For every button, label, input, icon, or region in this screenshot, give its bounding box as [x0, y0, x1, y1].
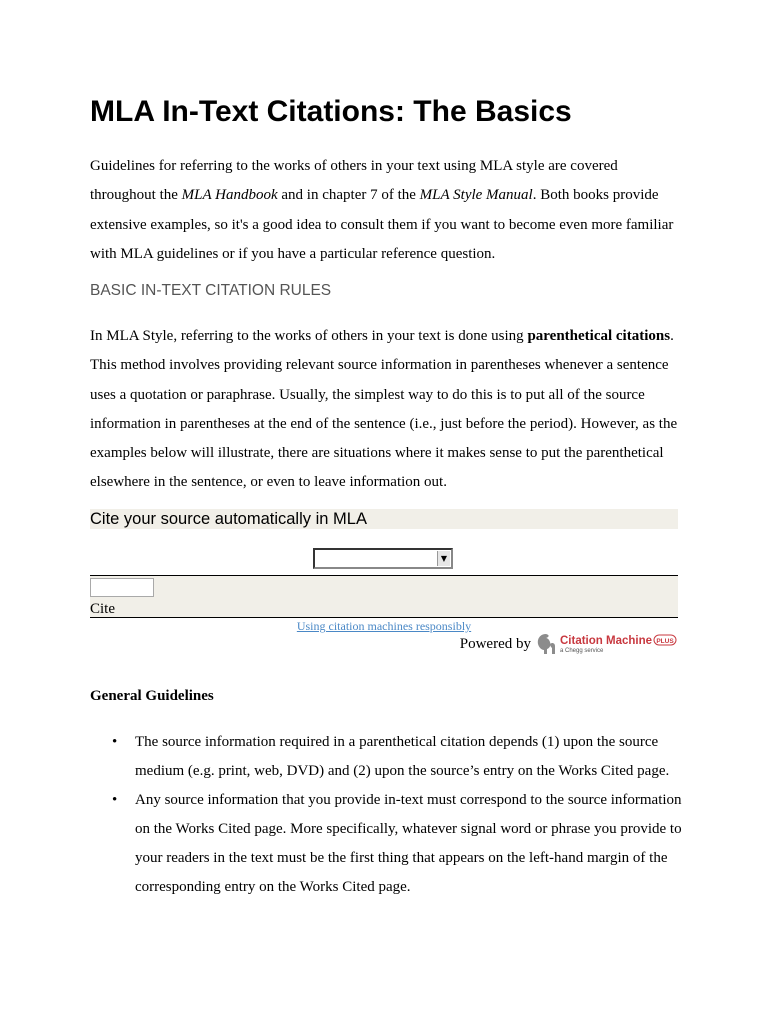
guidelines-list: [90, 728, 682, 903]
page-title: MLA In-Text Citations: The Basics: [90, 95, 572, 128]
style-select[interactable]: [313, 548, 453, 569]
parenthetical-citations-term: parenthetical citations: [527, 328, 671, 344]
powered-by: [460, 632, 678, 656]
cite-button[interactable]: Cite: [90, 601, 115, 617]
section-heading: BASIC IN-TEXT CITATION RULES: [90, 282, 332, 299]
intro-text-3: . Both books provide extensive examples, so it's a good idea to consult them if you want to become even more familiar with MLA guidelines or if you have a particular reference question.: [90, 187, 674, 262]
mla-style-manual-title: MLA Style Manual: [419, 187, 533, 204]
bullet-icon: •: [112, 792, 118, 809]
intro-paragraph: [90, 152, 682, 269]
intro-text-2: and in chapter 7 of the: [277, 187, 420, 204]
citation-widget-heading: Cite your source automatically in MLA: [90, 509, 678, 529]
citation-machine-logo[interactable]: [536, 632, 678, 656]
rules-text-1: In MLA Style, referring to the works of others in your text is done using: [90, 328, 528, 344]
list-item: [90, 786, 682, 902]
mla-handbook-title: MLA Handbook: [181, 187, 278, 204]
general-guidelines-heading: General Guidelines: [90, 688, 214, 704]
citation-responsibly-link[interactable]: Using citation machines responsibly: [296, 619, 472, 633]
list-item-text: Any source information that you provide in-text must correspond to the source information on the Works Cited page. More specifically, whatever signal word or phrase you provide to your readers in the text must be the first thing that appears on the left-hand margin of the corresponding entry on the Works Cited page.: [135, 792, 682, 896]
rules-text-2: . This method involves providing relevant source information in parentheses whenever a sentence uses a quotation or paraphrase. Usually, the simplest way to do this is to put all of the source information in parentheses at the end of the sentence (i.e., just before the period). However, as the examples below will illustrate, there are situations where it makes sense to put the parenthetical elsewhere in the sentence, or even to leave information out.: [90, 328, 678, 491]
bullet-icon: •: [112, 734, 118, 750]
dropdown-arrow-icon[interactable]: ▼: [437, 551, 450, 566]
intro-text-1: Guidelines for referring to the works of others in your text using MLA style are covered throughout the: [90, 158, 618, 204]
logo-subtext: a Chegg service: [560, 648, 604, 654]
plus-badge-text: PLUS: [656, 637, 674, 645]
squirrel-icon: [538, 634, 555, 654]
list-item: [90, 728, 682, 786]
logo-text: Citation Machine: [560, 635, 653, 647]
citation-form-panel: [90, 575, 678, 618]
rules-paragraph: [90, 322, 682, 498]
powered-by-label: Powered by: [459, 635, 531, 652]
list-item-text: The source information required in a parenthetical citation depends (1) upon the source medium (e.g. print, web, DVD) and (2) upon the source’s entry on the Works Cited page.: [135, 734, 670, 780]
source-input[interactable]: [90, 578, 154, 597]
